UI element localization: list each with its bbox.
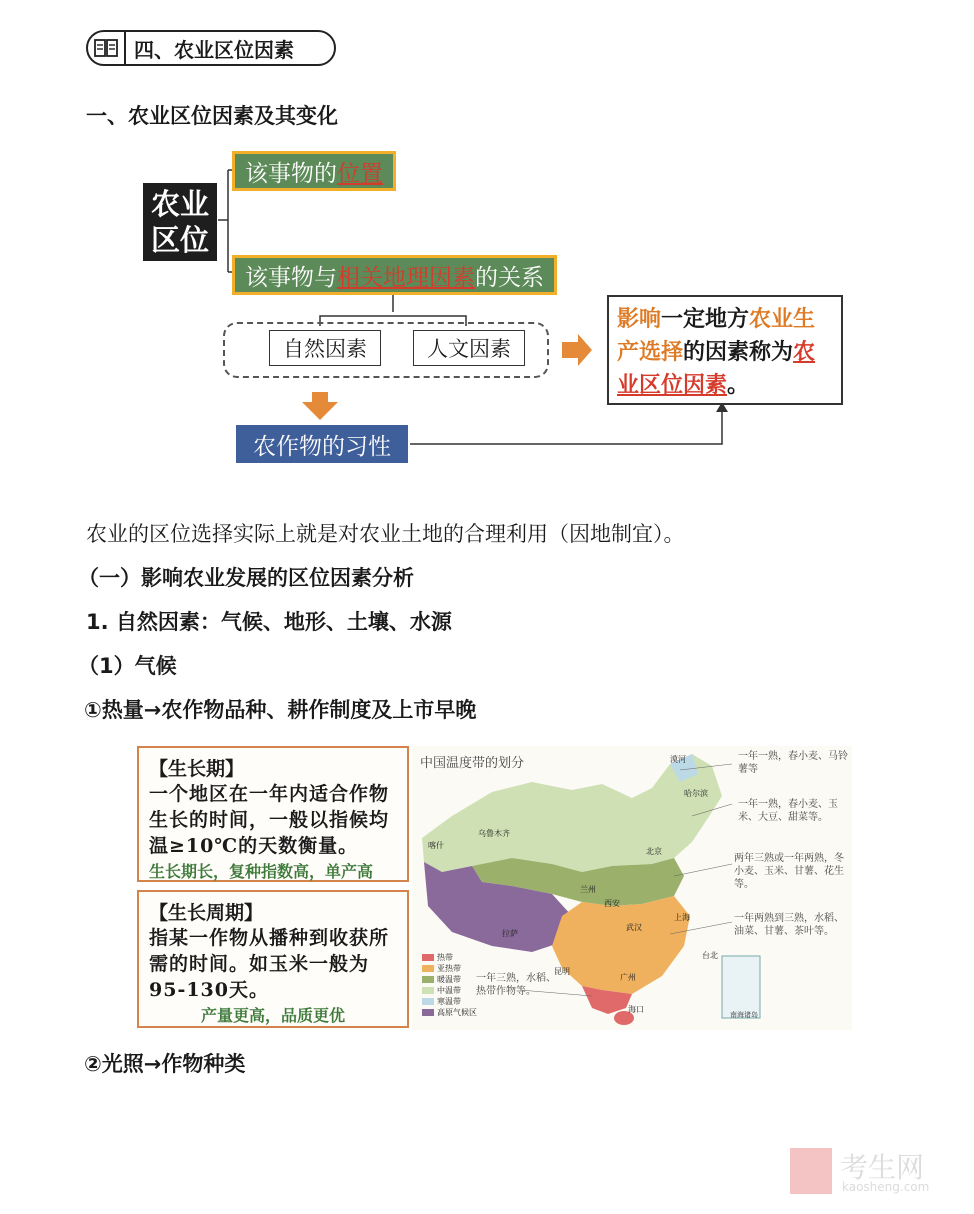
china-temperature-map: [412, 746, 852, 1030]
legend-item: 热带: [422, 952, 477, 963]
def-part-7: 农业区位因素: [617, 340, 816, 398]
growth-cycle-note: 产量更高，品质更优: [200, 1006, 345, 1025]
watermark-text: 考生网: [840, 1151, 925, 1184]
watermark: [790, 1146, 960, 1200]
crop-habit-box: [236, 425, 408, 463]
human-factor-label: 人文因素: [427, 337, 511, 361]
growth-period-note: 生长期长，复种指数高，单产高: [149, 862, 374, 881]
left-label: 农业区位: [150, 187, 209, 257]
natural-factor-box: [269, 330, 381, 366]
city-label: 台北: [702, 951, 718, 960]
city-label: 喀什: [428, 841, 444, 850]
growth-cycle-box: [137, 890, 409, 1028]
legend-item: 暖温带: [422, 974, 477, 985]
def-part-3: 农业: [749, 307, 794, 332]
city-label: 漠河: [670, 755, 686, 764]
heading-climate: （1）气候: [78, 654, 177, 678]
map-legend: [422, 952, 477, 1018]
city-label: 哈尔滨: [684, 789, 708, 798]
city-label: 拉萨: [502, 929, 518, 938]
position-prefix: 该事物的: [245, 160, 337, 187]
map-annotation: 一年三熟，水稻、热带作物等。: [476, 973, 556, 997]
section-title: 一、农业区位因素及其变化: [86, 104, 338, 128]
map-title: 中国温度带的划分: [420, 756, 525, 771]
city-label: 兰州: [580, 885, 596, 894]
def-part-2: 一定地方: [661, 307, 750, 332]
position-box: [232, 151, 396, 191]
definition-box: [607, 295, 843, 405]
def-part-4: 生产选择: [617, 307, 816, 365]
city-label: 上海: [674, 913, 690, 922]
legend-item: 中温带: [422, 985, 477, 996]
agriculture-location-label: [143, 183, 217, 261]
heading-factors-analysis: （一）影响农业发展的区位因素分析: [78, 566, 414, 590]
def-part-1: 影响: [617, 307, 662, 332]
legend-item: 亚热带: [422, 963, 477, 974]
relation-highlight: 相关地理因素: [337, 264, 475, 291]
badge-title: 四、农业区位因素: [134, 37, 294, 62]
watermark-url: kaosheng.com: [842, 1180, 930, 1194]
growth-cycle-body: 指某一作物从播种到收获所需的时间。如玉米一般为95-130天。: [149, 927, 390, 1001]
def-part-8: 。: [727, 373, 750, 398]
relation-prefix: 该事物与: [245, 264, 337, 291]
heading-natural-factors: 1. 自然因素：气候、地形、土壤、水源: [86, 610, 452, 634]
city-label: 广州: [620, 973, 636, 982]
legend-item: 高原气候区: [422, 1007, 477, 1018]
relation-suffix: 的关系: [475, 264, 544, 291]
crop-habit-label: 农作物的习性: [253, 433, 391, 460]
map-annotation: 一年一熟，春小麦、马铃薯等: [738, 751, 848, 775]
map-annotation: 一年两熟到三熟，水稻、油菜、甘薯、茶叶等。: [734, 913, 844, 937]
intro-paragraph: 农业的区位选择实际上就是对农业土地的合理利用（因地制宜）。: [86, 522, 685, 546]
map-annotation: 一年一熟，春小麦、玉米、大豆、甜菜等。: [738, 799, 838, 823]
map-annotation: 两年三熟或一年两熟，冬小麦、玉米、甘薯、花生等。: [734, 853, 844, 890]
city-label: 武汉: [626, 923, 642, 932]
def-part-5: 的因素称: [683, 340, 772, 365]
growth-period-body: 一个地区在一年内适合作物生长的时间，一般以指候均温≥10℃的天数衡量。: [149, 783, 390, 857]
human-factor-box: [413, 330, 525, 366]
city-label: 昆明: [554, 967, 570, 976]
watermark-logo-icon: [790, 1148, 832, 1194]
position-highlight: 位置: [337, 160, 383, 187]
inset-label: 南海诸岛: [730, 1011, 758, 1019]
growth-period-title: 【生长期】: [149, 758, 245, 780]
city-label: 北京: [646, 847, 662, 856]
heading-light: ②光照→作物种类: [84, 1052, 246, 1076]
legend-item: 寒温带: [422, 996, 477, 1007]
def-part-6: 为: [771, 340, 794, 365]
relation-box: [232, 255, 557, 295]
city-label: 乌鲁木齐: [478, 829, 510, 838]
heading-heat: ①热量→农作物品种、耕作制度及上市早晚: [84, 698, 477, 722]
growth-period-box: [137, 746, 409, 882]
city-label: 西安: [604, 899, 620, 908]
natural-factor-label: 自然因素: [283, 337, 367, 361]
city-label: 海口: [628, 1005, 644, 1014]
growth-cycle-title: 【生长周期】: [149, 902, 264, 924]
